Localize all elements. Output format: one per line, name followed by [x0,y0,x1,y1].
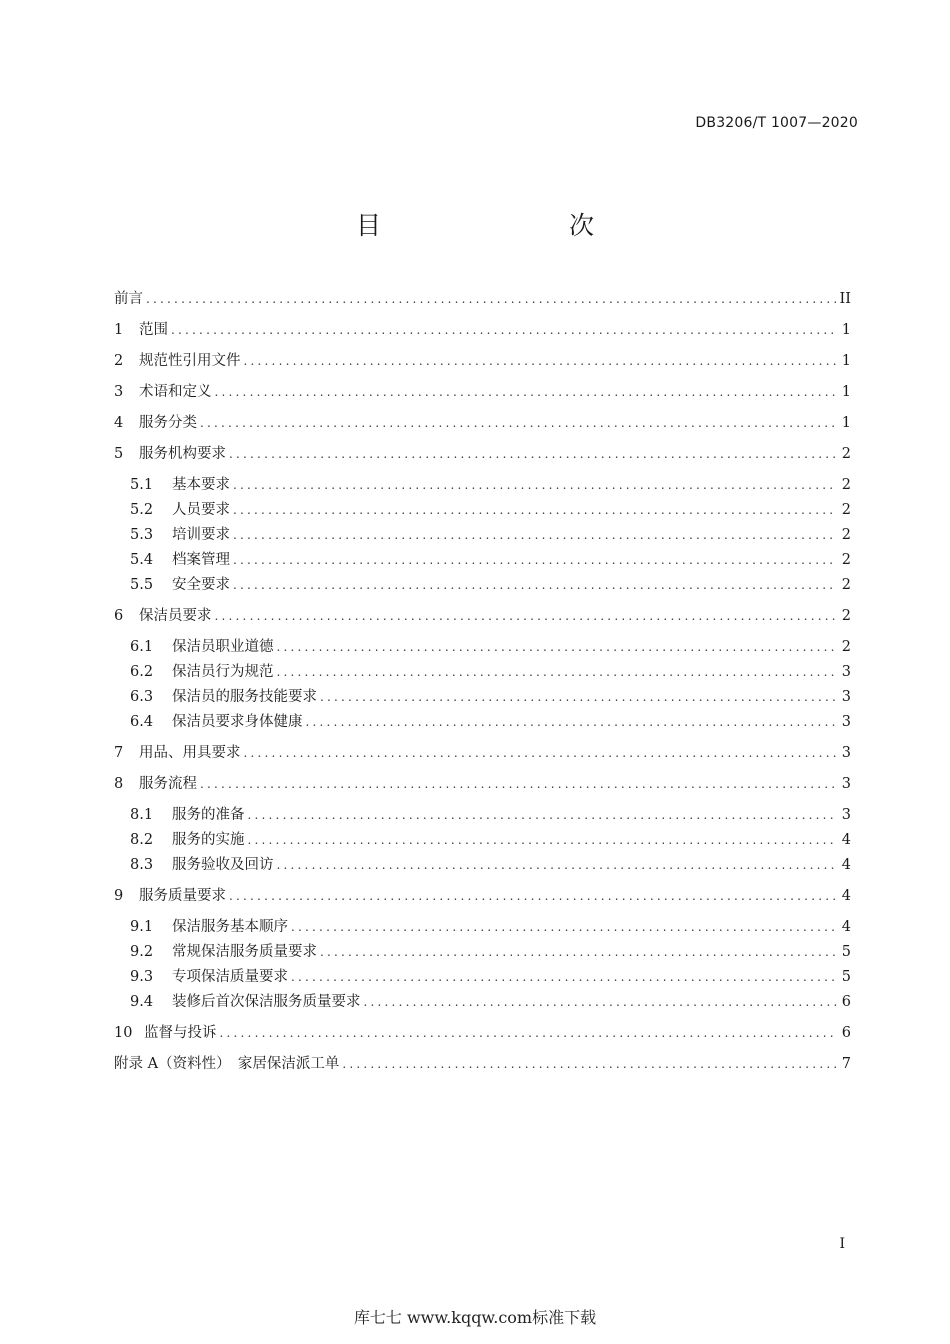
toc-entry-label: 服务机构要求 [139,446,226,462]
toc-entry[interactable] [114,773,851,795]
toc-leader-dots [233,474,837,496]
toc-entry[interactable] [114,885,851,907]
toc-entry[interactable] [130,524,851,546]
watermark-text: 库七七 www.kqqw.com标准下载 [353,1308,597,1327]
toc-entry-number: 1 [114,322,124,338]
toc-entry-page: 2 [841,639,851,655]
toc-leader-dots [200,412,837,434]
page-number: I [839,1236,845,1252]
toc-entry-label: 保洁员的服务技能要求 [172,689,317,705]
toc-entry-label: 保洁员行为规范 [172,664,274,680]
toc-entry-page: 2 [841,608,851,624]
toc-entry-page: 3 [841,776,851,792]
toc-entry-label: 培训要求 [172,527,230,543]
toc-entry-label: 规范性引用文件 [139,353,241,369]
toc-entry-page: 6 [841,1025,851,1041]
toc-entry-page: 3 [841,689,851,705]
toc-entry-page: 7 [841,1056,851,1072]
toc-entry-page: 2 [841,577,851,593]
toc-entry-page: 4 [841,919,851,935]
toc-leader-dots [248,829,838,851]
toc-entry-label: 专项保洁质量要求 [172,969,288,985]
toc-entry[interactable] [114,1022,851,1044]
toc-entry-number: 8 [114,776,124,792]
toc-entry-label: 保洁服务基本顺序 [172,919,288,935]
toc-entry-page: 5 [841,969,851,985]
toc-entry[interactable] [114,742,851,764]
toc-entry-page: 1 [841,415,851,431]
toc-entry-label: 附录 A（资料性） 家居保洁派工单 [114,1056,340,1072]
toc-entry-label: 服务质量要求 [139,888,226,904]
toc-leader-dots [215,605,838,627]
toc-leader-dots [229,885,837,907]
toc-entry-number: 6.4 [130,714,154,730]
toc-leader-dots [171,319,837,341]
toc-entry-page: 3 [841,664,851,680]
toc-entry-page: 2 [841,502,851,518]
toc-entry-label: 常规保洁服务质量要求 [172,944,317,960]
toc-leader-dots [248,804,838,826]
toc-entry-label: 服务验收及回访 [172,857,274,873]
toc-entry-page: 3 [841,745,851,761]
toc-leader-dots [233,524,837,546]
toc-entry[interactable] [114,288,851,310]
toc-entry-label: 术语和定义 [139,384,212,400]
toc-entry[interactable] [130,636,851,658]
toc-entry-page: 3 [841,807,851,823]
document-code: DB3206/T 1007—2020 [695,115,858,131]
toc-entry-label: 监督与投诉 [144,1025,217,1041]
toc-entry[interactable] [130,966,851,988]
toc-leader-dots [320,941,837,963]
toc-entry-page: 6 [841,994,851,1010]
toc-entry-number: 5.5 [130,577,154,593]
toc-entry-page: 2 [841,446,851,462]
toc-leader-dots [146,288,836,310]
toc-leader-dots [277,854,838,876]
toc-entry-label: 档案管理 [172,552,230,568]
toc-entry-label: 服务流程 [139,776,197,792]
toc-entry-number: 8.3 [130,857,154,873]
toc-entry-number: 6 [114,608,124,624]
toc-entry-label: 前言 [114,291,143,307]
toc-entry-number: 6.3 [130,689,154,705]
toc-leader-dots [244,350,838,372]
toc-entry-number: 6.2 [130,664,154,680]
toc-entry[interactable] [130,829,851,851]
toc-leader-dots [291,916,837,938]
toc-entry-page: 3 [841,714,851,730]
toc-leader-dots [277,661,838,683]
toc-entry-page: 4 [841,888,851,904]
toc-entry-number: 10 [114,1025,133,1041]
toc-leader-dots [200,773,837,795]
toc-entry[interactable] [130,711,851,733]
toc-leader-dots [244,742,838,764]
toc-leader-dots [320,686,837,708]
toc-entry-number: 9.1 [130,919,154,935]
toc-entry-page: 2 [841,527,851,543]
toc-entry-label: 保洁员要求 [139,608,212,624]
toc-entry-label: 服务分类 [139,415,197,431]
toc-leader-dots [215,381,838,403]
toc-leader-dots [342,1053,837,1075]
toc-entry-number: 3 [114,384,124,400]
toc-entry-page: 4 [841,857,851,873]
toc-entry-label: 用品、用具要求 [139,745,241,761]
toc-entry-page: 4 [841,832,851,848]
toc-entry[interactable] [114,443,851,465]
toc-entry[interactable] [130,941,851,963]
toc-entry-number: 2 [114,353,124,369]
toc-entry[interactable] [130,804,851,826]
toc-entry-number: 9 [114,888,124,904]
toc-entry-number: 7 [114,745,124,761]
toc-leader-dots [306,711,838,733]
toc-leader-dots [229,443,837,465]
toc-entry-page: 2 [841,477,851,493]
toc-entry[interactable] [114,412,851,434]
toc-entry[interactable] [130,854,851,876]
toc-entry-label: 保洁员职业道德 [172,639,274,655]
toc-entry-page: 1 [841,322,851,338]
toc-entry-label: 基本要求 [172,477,230,493]
toc-entry-page: 1 [841,353,851,369]
toc-entry[interactable] [130,499,851,521]
toc-entry[interactable] [130,916,851,938]
toc-entry[interactable] [114,605,851,627]
toc-entry-number: 5.1 [130,477,154,493]
toc-entry[interactable] [130,474,851,496]
toc-entry[interactable] [114,381,851,403]
toc-entry-number: 5 [114,446,124,462]
toc-leader-dots [233,549,837,571]
toc-entry-number: 5.2 [130,502,154,518]
toc-entry-number: 5.4 [130,552,154,568]
page-title: 目 次 [355,211,640,240]
toc-entry-page: II [839,291,851,307]
toc-entry-label: 保洁员要求身体健康 [172,714,303,730]
toc-entry[interactable] [114,319,851,341]
toc-entry[interactable] [130,991,851,1013]
toc-entry[interactable] [130,661,851,683]
toc-entry-number: 5.3 [130,527,154,543]
toc-entry-label: 装修后首次保洁服务质量要求 [172,994,361,1010]
toc-entry-page: 5 [841,944,851,960]
toc-leader-dots [291,966,837,988]
toc-leader-dots [220,1022,838,1044]
toc-entry-page: 2 [841,552,851,568]
toc-entry-label: 安全要求 [172,577,230,593]
toc-leader-dots [364,991,838,1013]
toc-entry[interactable] [130,574,851,596]
toc-entry-number: 9.2 [130,944,154,960]
toc-entry-number: 8.2 [130,832,154,848]
toc-leader-dots [277,636,838,658]
toc-leader-dots [233,574,837,596]
toc-entry-label: 服务的准备 [172,807,245,823]
toc-entry[interactable] [114,350,851,372]
toc-entry[interactable] [130,549,851,571]
toc-entry-number: 9.4 [130,994,154,1010]
toc-entry-number: 6.1 [130,639,154,655]
toc-entry[interactable] [130,686,851,708]
toc-entry[interactable] [114,1053,851,1075]
toc-entry-number: 9.3 [130,969,154,985]
toc-entry-label: 人员要求 [172,502,230,518]
toc-entry-label: 范围 [139,322,168,338]
toc-entry-page: 1 [841,384,851,400]
toc-entry-label: 服务的实施 [172,832,245,848]
toc-entry-number: 8.1 [130,807,154,823]
toc-leader-dots [233,499,837,521]
toc-entry-number: 4 [114,415,124,431]
